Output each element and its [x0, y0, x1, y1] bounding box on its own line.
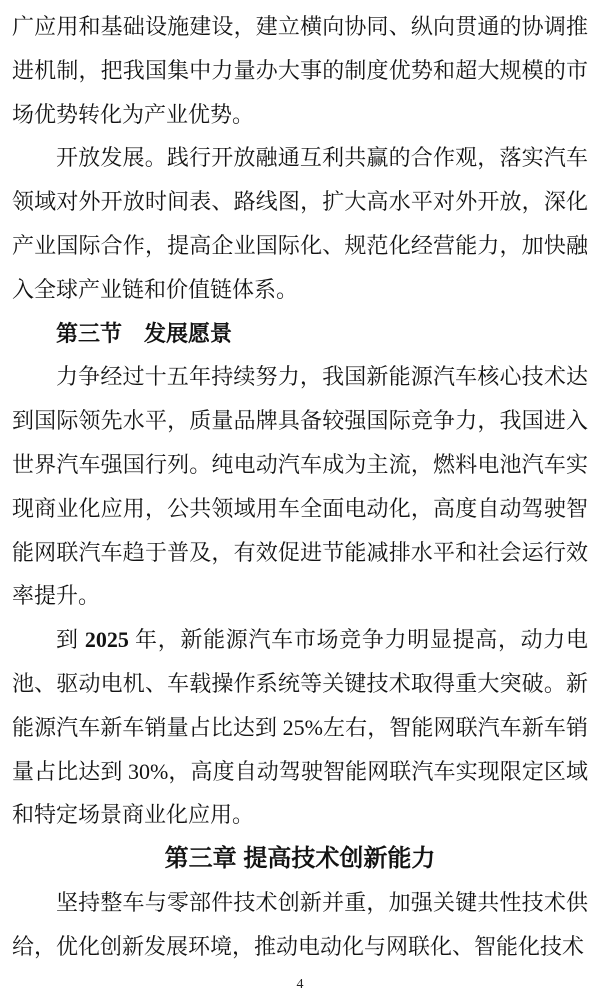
paragraph-2025-targets	[12, 618, 588, 837]
paragraph-vision: 力争经过十五年持续努力，我国新能源汽车核心技术达到国际领先水平，质量品牌具备较强国际竞争力，我国进入世界汽车强国行列。纯电动汽车成为主流，燃料电池汽车实现商业化应用，公共领域用车全面电动化，高度自动驾驶智能网联汽车趋于普及，有效促进节能减排水平和社会运行效率提升。	[12, 364, 588, 609]
chapter-heading: 第三章 提高技术创新能力	[164, 845, 436, 873]
paragraph-tech-innovation: 坚持整车与零部件技术创新并重，加强关键共性技术供给，优化创新发展环境，推动电动化与网联化、智能化技术	[12, 889, 588, 959]
text-after-year: 年，新能源汽车市场竞争力明显提高，动力电池、驱动电机、车载操作系统等关键技术取得重大突破。新能源汽车新车销量占比达到 25%左右，智能网联汽车新车销量占比达到 30%，高度自动驾驶智能网联汽车实现限定区域和特定场景商业化应用。	[12, 627, 588, 828]
paragraph-continuation: 广应用和基础设施建设，建立横向协同、纵向贯通的协调推进机制，把我国集中力量办大事的制度优势和超大规模的市场优势转化为产业优势。	[12, 14, 588, 127]
paragraph-open-development: 开放发展。践行开放融通互利共赢的合作观，落实汽车领域对外开放时间表、路线图，扩大高水平对外开放，深化产业国际合作，提高企业国际化、规范化经营能力，加快融入全球产业链和价值链体系。	[12, 145, 588, 302]
page-number: 4	[296, 976, 304, 992]
text-before-year: 到	[56, 627, 85, 653]
year-2025: 2025	[84, 627, 129, 653]
section-heading: 第三节 发展愿景	[56, 320, 233, 346]
